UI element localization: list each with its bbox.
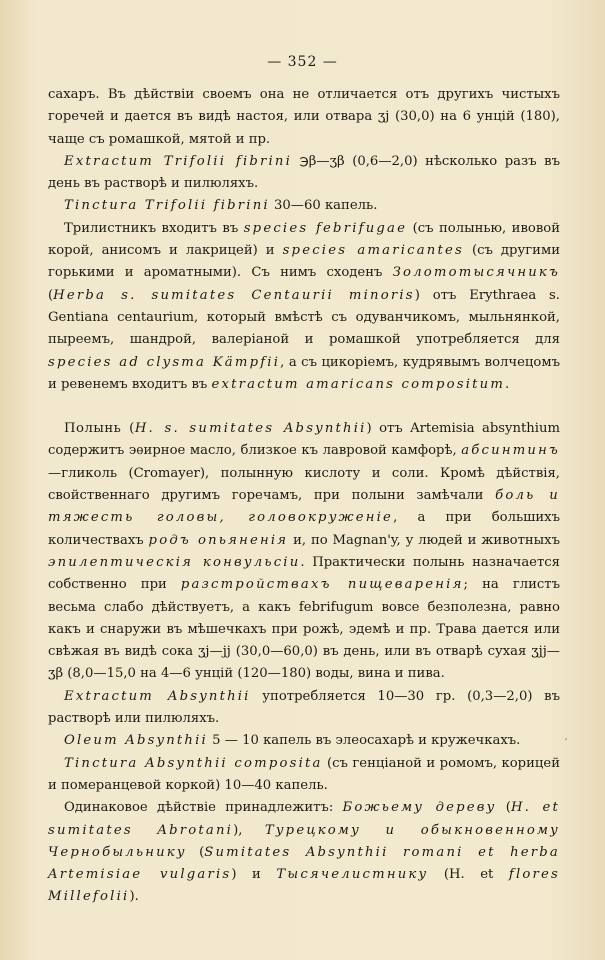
latin-term: Extractum Absynthii (64, 688, 251, 704)
text-run: ; на глистъ весьма слабо дѣйствуетъ, а какъ febrifugum вовсе безполезна, равно какъ и снаружи въ мѣшечкахъ при рожѣ, эдемѣ и пр. Трава дается или свѣжая въ видѣ сока ʒj—jj (30,0—60,0) въ день, или въ отварѣ сухая ʒjj—ʒβ (8,0—15,0 на 4—6 унцій (120—180) воды, вина и пива. (48, 577, 560, 682)
text-run: ( (48, 287, 54, 303)
spaced-term: разстройствахъ пищеваренія (180, 577, 464, 593)
latin-term: species febrifugae (243, 220, 408, 236)
latin-term: Oleum Absynthii (64, 733, 208, 749)
text-run: ) и (231, 867, 277, 883)
body-text (48, 84, 560, 909)
paragraph-trilistnik (48, 218, 560, 396)
latin-term: H. et sumitates Abrotani (48, 800, 561, 838)
paragraph-tinctura-absynthii (48, 753, 560, 798)
text-run: Одинаковое дѣйствіе принадлежитъ: (64, 800, 343, 816)
paragraph-extractum-absynthii (48, 686, 560, 731)
latin-term: Sumitates Absynthii romani et herba Artemisiae vulgaris (48, 844, 560, 883)
text-run: ), (233, 822, 265, 838)
text-run: (съ другими горькими и ароматными). Съ нимъ сходенъ (48, 243, 561, 281)
text-run: ( (186, 844, 205, 860)
spaced-term: абсинтинъ (461, 443, 560, 459)
dosage-text: (съ генціаной и ромомъ, корицей и померанцевой коркой) 10—40 капель. (48, 755, 560, 793)
paragraph-similar-action (48, 797, 560, 908)
latin-term: species ad clysma Kämpfii (48, 354, 281, 370)
spaced-term: Золототысячникъ (392, 265, 560, 281)
margin-mark: ′ (565, 738, 568, 749)
latin-term: Extractum Trifolii fibrini (64, 153, 293, 169)
text-run: ) отъ Erythraea s. Gentiana centaurium, который вмѣстѣ съ одуванчикомъ, мыльнянкой, пыреемъ, шандрой, валеріаной и ромашкой употребляется для (48, 287, 560, 348)
latin-term: Tinctura Absynthii composita (64, 755, 323, 771)
text-run: ( (496, 800, 511, 816)
latin-term: Tinctura Trifolii fibrini (64, 198, 270, 214)
page-number: — 352 — (267, 54, 338, 70)
paragraph-extractum-trifolii (48, 151, 560, 196)
text-run: . (505, 376, 510, 392)
latin-term: Herba s. sumitates Centaurii minoris (53, 287, 415, 303)
latin-term: species amaricantes (282, 243, 464, 259)
paragraph-gap (48, 396, 560, 418)
paragraph-infusion: сахаръ. Въ дѣйствіи своемъ она не отличается отъ другихъ чистыхъ горечей и дается въ видѣ настоя, или отвара ʒj (30,0) на 6 унцій (180), чаще съ ромашкой, мятой и пр. (48, 87, 560, 147)
text-run: ). (129, 889, 139, 905)
spaced-term: родъ опьяненія (148, 532, 289, 548)
latin-term: H. s. sumitates Absynthii (134, 421, 367, 437)
spaced-term: Турецкому и обыкновенному Чернобыльнику (48, 822, 561, 860)
text-run: (H. et (428, 867, 509, 883)
latin-term: flores Millefolii (48, 867, 560, 905)
spaced-term: эпилептическія конвульсіи (48, 554, 301, 570)
paragraph-polyn (48, 418, 560, 686)
dosage-text: употребляется 10—30 гр. (0,3—2,0) въ растворѣ или пилюляхъ. (48, 688, 560, 727)
text-run: , а при большихъ количествахъ (48, 510, 561, 548)
text-run: Трилистникъ входитъ въ (64, 220, 244, 236)
spaced-term: боль и тяжесть головы, головокруженіе (48, 488, 560, 526)
text-run: , а съ цикоріемъ, кудрявымъ волчецомъ и ревенемъ входитъ въ (48, 354, 560, 392)
latin-term: extractum amaricans compositum (211, 376, 506, 392)
dosage-text: 5 — 10 капель въ элеосахарѣ и кружечкахъ. (207, 733, 521, 749)
paragraph-oleum-absynthii (48, 730, 560, 752)
text-run: (съ полынью, ивовой корой, анисомъ и лакрицей) и (48, 220, 560, 259)
text-run: Полынь ( (64, 421, 135, 437)
dosage-text: 30—60 капель. (269, 198, 378, 214)
paragraph-tinctura-trifolii (48, 195, 560, 217)
spaced-term: Тысячелистнику (276, 867, 429, 883)
text-run: —гликоль (Cromayer), полынную кислоту и соли. Кромѣ дѣйствія, свойственнаго другимъ горечамъ, при полыни замѣчали (48, 465, 560, 504)
text-run: и, по Magnan'y, у людей и животныхъ (288, 532, 560, 548)
text-run: . Практически полынь назначается собственно при (48, 554, 560, 593)
text-run: ) отъ Artemisia absynthium содержитъ эѳирное масло, близкое къ лавровой камфорѣ, (48, 421, 560, 459)
spaced-term: Божьему дереву (342, 800, 497, 816)
dosage-text: ℈β—ʒβ (0,6—2,0) нѣсколько разъ въ день въ растворѣ и пилюляхъ. (48, 153, 560, 192)
